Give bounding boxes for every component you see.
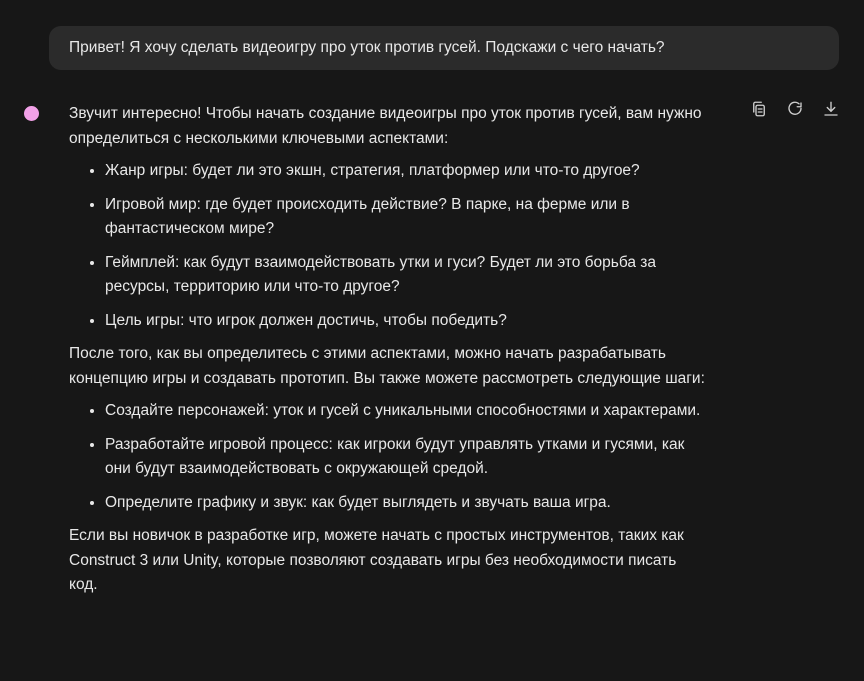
user-message-bubble [49, 26, 839, 70]
message-actions [748, 98, 842, 120]
list-item: • Игровой мир: где будет происходить действие? В парке, на ферме или в фантастическом мире? [105, 193, 709, 242]
list-item: • Определите графику и звук: как будет выглядеть и звучать ваша игра. [105, 491, 709, 516]
assistant-outro: Если вы новичок в разработке игр, можете начать с простых инструментов, таких как Construct 3 или Unity, которые позволяют создавать игры без необходимости писать код. [69, 527, 684, 593]
assistant-middle: После того, как вы определитесь с этими аспектами, можно начать разрабатывать концепцию игры и создавать прототип. Вы также можете рассмотреть следующие шаги: [69, 345, 705, 387]
regenerate-button[interactable] [784, 98, 806, 120]
list-item: • Цель игры: что игрок должен достичь, чтобы победить? [105, 309, 709, 334]
list-item: • Создайте персонажей: уток и гусей с уникальными способностями и характерами. [105, 399, 709, 424]
list-item: • Жанр игры: будет ли это экшн, стратегия, платформер или что-то другое? [105, 159, 709, 184]
assistant-intro: Звучит интересно! Чтобы начать создание видеоигры про уток против гусей, вам нужно определиться с несколькими ключевыми аспектами: [69, 105, 702, 147]
copy-icon [750, 100, 768, 118]
assistant-message [69, 102, 709, 606]
user-message-text: Привет! Я хочу сделать видеоигру про уток против гусей. Подскажи с чего начать? [69, 39, 665, 56]
list-item: • Разработайте игровой процесс: как игроки будут управлять утками и гусями, как они будут взаимодействовать с окружающей средой. [105, 433, 709, 482]
copy-button[interactable] [748, 98, 770, 120]
steps-list [69, 399, 709, 515]
list-item: • Геймплей: как будут взаимодействовать утки и гуси? Будет ли это борьба за ресурсы, территорию или что-то другое? [105, 251, 709, 300]
regenerate-icon [786, 100, 804, 118]
download-button[interactable] [820, 98, 842, 120]
assistant-avatar [24, 106, 39, 121]
download-icon [822, 100, 840, 118]
aspects-list [69, 159, 709, 333]
